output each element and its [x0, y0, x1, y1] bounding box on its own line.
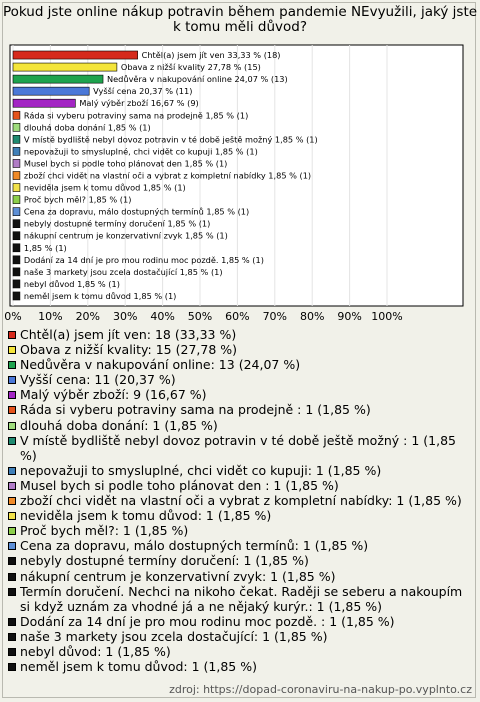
- legend-label: Dodání za 14 dní je pro mou rodinu moc pozdě. : 1 (1,85 %): [20, 613, 395, 629]
- bar: [13, 268, 20, 276]
- legend-label: neviděla jsem k tomu důvod: 1 (1,85 %): [20, 508, 272, 524]
- legend-item: [8, 478, 476, 493]
- bar-label: naše 3 markety jsou zcela dostačující 1,85 % (1): [23, 266, 223, 277]
- legend-swatch: [8, 542, 16, 550]
- x-tick-label: 20%: [75, 310, 101, 323]
- x-tick-label: 30%: [112, 310, 138, 323]
- bar-label: Obava z nižší kvality 27,78 % (15): [120, 62, 261, 73]
- legend-swatch: [8, 331, 16, 339]
- legend-label: zboží chci vidět na vlastní oči a vybrat z kompletní nabídky: 1 (1,85 %): [20, 493, 462, 509]
- legend-swatch: [8, 557, 16, 565]
- bar-label: 1,85 % (1): [23, 242, 67, 253]
- legend-label: nepovažuji to smysluplné, chci vidět co kupuji: 1 (1,85 %): [20, 462, 382, 478]
- legend-label: Malý výběr zboží: 9 (16,67 %): [20, 387, 207, 403]
- bar: [13, 87, 89, 95]
- bar-label: neměl jsem k tomu důvod 1,85 % (1): [23, 290, 177, 301]
- bar: [13, 220, 20, 228]
- legend-item: [8, 508, 476, 523]
- bar: [13, 111, 20, 119]
- legend-swatch: [8, 633, 16, 641]
- bar: [13, 99, 75, 107]
- bar: [13, 135, 20, 143]
- x-tick-label: 80%: [299, 310, 325, 323]
- chart-title: Pokud jste online nákup potravin během pandemie NEvyužili, jaký jste k tomu měli důvod?: [2, 4, 478, 35]
- legend-label: Ráda si vyberu potraviny sama na prodejně : 1 (1,85 %): [20, 402, 371, 418]
- bar-label: nákupní centrum je konzervativní zvyk 1,85 % (1): [23, 230, 228, 241]
- legend-item: [8, 387, 476, 402]
- legend-label: nebyl důvod: 1 (1,85 %): [20, 643, 171, 659]
- bar: [13, 63, 117, 71]
- bar-label: zboží chci vidět na vlastní oči a vybrat z kompletní nabídky 1,85 % (1): [23, 170, 312, 181]
- bar-label: Chtěl(a) jsem jít ven 33,33 % (18): [141, 50, 281, 61]
- legend-swatch: [8, 497, 16, 505]
- legend-label: Obava z nižší kvality: 15 (27,78 %): [20, 342, 237, 358]
- x-tick-label: 60%: [225, 310, 250, 323]
- bar: [13, 75, 103, 83]
- x-tick-label: 40%: [150, 310, 175, 323]
- legend-label: Termín doručení. Nechci na nikoho čekat. Raději se seberu a nakoupím si když uznám za vhodné já a ne nějaký kurýr.: 1 (1,85 %): [20, 583, 463, 614]
- legend-swatch: [8, 422, 16, 430]
- legend-label: nákupní centrum je konzervativní zvyk: 1 (1,85 %): [20, 568, 336, 584]
- legend-label: Vyšší cena: 11 (20,37 %): [20, 372, 176, 388]
- bar: [13, 184, 20, 192]
- bar: [13, 244, 20, 252]
- legend-label: neměl jsem k tomu důvod: 1 (1,85 %): [20, 659, 257, 675]
- legend-swatch: [8, 391, 16, 399]
- legend-item: [8, 493, 476, 508]
- legend-item: [8, 659, 476, 674]
- legend-item: [8, 538, 476, 553]
- legend-item: [8, 342, 476, 357]
- x-tick-label: 10%: [38, 310, 63, 323]
- legend-swatch: [8, 437, 16, 445]
- bar-label: Vyšší cena 20,37 % (11): [93, 86, 193, 97]
- bar: [13, 256, 20, 264]
- source-text: zdroj: https://dopad-coronaviru-na-nakup-po.vyplnto.cz: [169, 683, 472, 696]
- legend-label: Proč bych měl?: 1 (1,85 %): [20, 523, 189, 539]
- bar: [13, 280, 20, 288]
- legend-item: [8, 433, 476, 463]
- x-tick-label: 70%: [262, 310, 288, 323]
- chart-legend: [8, 327, 476, 674]
- legend-label: Cena za dopravu, málo dostupných termínů: 1 (1,85 %): [20, 538, 369, 554]
- legend-swatch: [8, 648, 16, 656]
- legend-label: Chtěl(a) jsem jít ven: 18 (33,33 %): [20, 327, 237, 342]
- bar-chart: [0, 0, 480, 330]
- bar: [13, 232, 20, 240]
- bar-label: dlouhá doba donání 1,85 % (1): [23, 122, 151, 133]
- bar: [13, 159, 20, 167]
- legend-item: [8, 327, 476, 342]
- legend-swatch: [8, 346, 16, 354]
- bar-label: nebyl důvod 1,85 % (1): [23, 278, 120, 289]
- legend-item: [8, 357, 476, 372]
- legend-label: V místě bydliště nebyl dovoz potravin v té době ještě možný : 1 (1,85 %): [20, 432, 456, 463]
- legend-label: nebyly dostupné termíny doručení: 1 (1,85 %): [20, 553, 309, 569]
- legend-swatch: [8, 527, 16, 535]
- legend-item: [8, 584, 476, 614]
- legend-swatch: [8, 376, 16, 384]
- legend-item: [8, 629, 476, 644]
- bar: [13, 171, 20, 179]
- x-tick-label: 90%: [337, 310, 362, 323]
- legend-item: [8, 372, 476, 387]
- bar: [13, 292, 20, 300]
- legend-item: [8, 523, 476, 538]
- legend-swatch: [8, 663, 16, 671]
- x-tick-label: 50%: [187, 310, 213, 323]
- legend-swatch: [8, 406, 16, 414]
- bar-label: Proč bych měl? 1,85 % (1): [23, 194, 132, 205]
- bar-label: Ráda si vyberu potraviny sama na prodejně 1,85 % (1): [23, 110, 249, 121]
- legend-swatch: [8, 482, 16, 490]
- legend-label: dlouhá doba donání: 1 (1,85 %): [20, 417, 218, 433]
- legend-item: [8, 644, 476, 659]
- legend-item: [8, 569, 476, 584]
- bar-label: Musel bych si podle toho plánovat den 1,85 % (1): [23, 158, 228, 169]
- legend-swatch: [8, 588, 16, 596]
- bar-label: Malý výběr zboží 16,67 % (9): [79, 98, 199, 109]
- legend-swatch: [8, 512, 16, 520]
- legend-item: [8, 463, 476, 478]
- legend-swatch: [8, 618, 16, 626]
- legend-label: Musel bych si podle toho plánovat den : 1 (1,85 %): [20, 477, 339, 493]
- bar: [13, 51, 138, 59]
- bar: [13, 196, 20, 204]
- bar-label: Nedůvěra v nakupování online 24,07 % (13): [107, 74, 288, 85]
- bar: [13, 147, 20, 155]
- legend-item: [8, 418, 476, 433]
- legend-swatch: [8, 467, 16, 475]
- legend-item: [8, 402, 476, 417]
- x-tick-label: 100%: [371, 310, 403, 323]
- bar: [13, 123, 20, 131]
- legend-item: [8, 553, 476, 568]
- bar-label: Dodání za 14 dní je pro mou rodinu moc pozdě. 1,85 % (1): [23, 254, 264, 265]
- bar-label: Cena za dopravu, málo dostupných termínů 1,85 % (1): [23, 206, 250, 217]
- legend-swatch: [8, 361, 16, 369]
- bar: [13, 208, 20, 216]
- bar-label: neviděla jsem k tomu důvod 1,85 % (1): [23, 182, 186, 193]
- x-tick-label: 0%: [4, 310, 22, 323]
- legend-swatch: [8, 573, 16, 581]
- bar-label: nepovažuji to smysluplné, chci vidět co kupuji 1,85 % (1): [23, 146, 258, 157]
- bar-label: V místě bydliště nebyl dovoz potravin v té době ještě možný 1,85 % (1): [23, 134, 318, 145]
- legend-item: [8, 614, 476, 629]
- legend-label: naše 3 markety jsou zcela dostačující: 1 (1,85 %): [20, 628, 328, 644]
- legend-label: Nedůvěra v nakupování online: 13 (24,07 %): [20, 357, 301, 373]
- bar-label: nebyly dostupné termíny doručení 1,85 % (1): [23, 218, 211, 229]
